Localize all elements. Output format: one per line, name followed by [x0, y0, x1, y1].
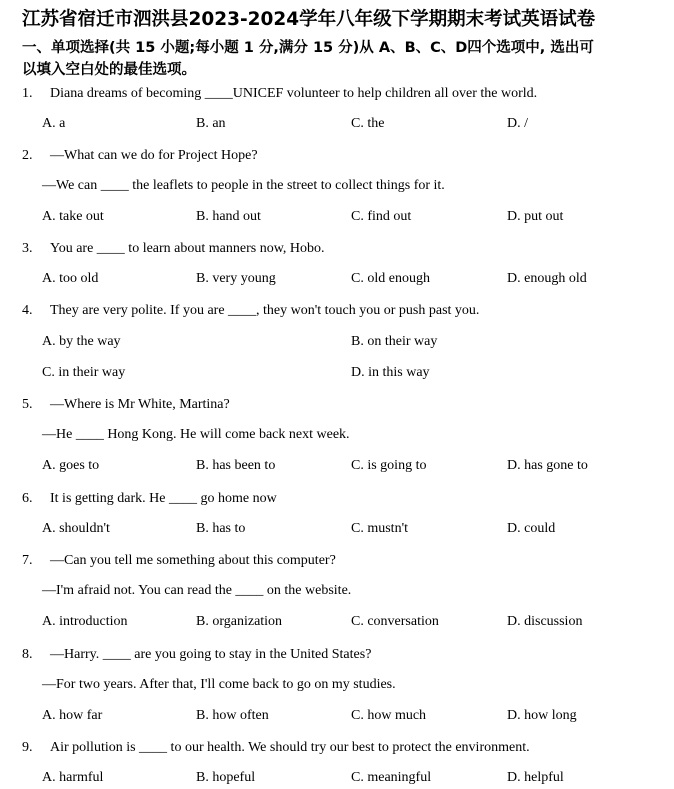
question-text: Diana dreams of becoming ____UNICEF volunteer to help children all over the world. — [50, 86, 538, 101]
question-text: —Can you tell me something about this computer? — [50, 553, 336, 568]
answer-option: C. in their way — [42, 365, 126, 380]
answer-option: D. has gone to — [507, 458, 588, 473]
question-text: —Harry. ____ are you going to stay in the United States? — [50, 647, 372, 662]
answer-option: A. introduction — [42, 614, 128, 629]
question-number: 6. — [22, 491, 33, 506]
answer-option: B. an — [196, 116, 226, 131]
question-number: 1. — [22, 86, 33, 101]
question-stem-continued: —He ____ Hong Kong. He will come back next week. — [42, 427, 350, 442]
answer-option: B. hopeful — [196, 770, 256, 785]
answer-option: C. how much — [351, 708, 427, 723]
question-stem — [22, 397, 230, 413]
question-stem-continued: —For two years. After that, I'll come back to go on my studies. — [42, 677, 396, 692]
answer-option: B. has been to — [196, 458, 276, 473]
answer-option: C. is going to — [351, 458, 427, 473]
answer-option: B. very young — [196, 271, 276, 286]
question-number: 7. — [22, 553, 33, 568]
answer-option: D. helpful — [507, 770, 564, 785]
answer-option: C. mustn't — [351, 521, 408, 536]
question-text: —What can we do for Project Hope? — [50, 148, 258, 163]
answer-option: C. the — [351, 116, 385, 131]
answer-option: A. harmful — [42, 770, 104, 785]
answer-option: D. could — [507, 521, 556, 536]
answer-option: B. organization — [196, 614, 283, 629]
question-stem — [22, 241, 325, 257]
answer-option: A. goes to — [42, 458, 100, 473]
answer-option: C. old enough — [351, 271, 430, 286]
answer-option: B. hand out — [196, 209, 261, 224]
question-number: 4. — [22, 303, 33, 318]
question-number: 2. — [22, 148, 33, 163]
question-number: 3. — [22, 241, 33, 256]
answer-option: D. discussion — [507, 614, 583, 629]
section-line-2: 以填入空白处的最佳选项。 — [22, 62, 196, 78]
answer-option: A. shouldn't — [42, 521, 110, 536]
question-stem-continued: —I'm afraid not. You can read the ____ on the website. — [42, 583, 352, 598]
question-text: Air pollution is ____ to our health. We should try our best to protect the environment. — [50, 740, 530, 755]
answer-option: C. find out — [351, 209, 412, 224]
answer-option: C. conversation — [351, 614, 439, 629]
answer-option: D. in this way — [351, 365, 430, 380]
answer-option: A. take out — [42, 209, 104, 224]
question-stem — [22, 491, 277, 507]
question-number: 9. — [22, 740, 33, 755]
question-text: —Where is Mr White, Martina? — [50, 397, 230, 412]
question-stem-continued: —We can ____ the leaflets to people in the street to collect things for it. — [42, 178, 445, 193]
question-number: 8. — [22, 647, 33, 662]
answer-option: D. put out — [507, 209, 564, 224]
answer-option: C. meaningful — [351, 770, 432, 785]
question-stem — [22, 647, 371, 663]
question-stem — [22, 553, 336, 569]
section-line-1: 一、单项选择(共 15 小题;每小题 1 分,满分 15 分)从 A、B、C、D四个选项中, 选出可 — [22, 40, 594, 56]
question-stem — [22, 303, 479, 319]
answer-option: B. how often — [196, 708, 269, 723]
question-text: It is getting dark. He ____ go home now — [50, 491, 277, 506]
question-text: You are ____ to learn about manners now, Hobo. — [50, 241, 325, 256]
question-stem — [22, 740, 530, 756]
question-number: 5. — [22, 397, 33, 412]
answer-option: B. on their way — [351, 334, 438, 349]
answer-option: A. too old — [42, 271, 99, 286]
page-title: 江苏省宿迁市泗洪县2023-2024学年八年级下学期期末考试英语试卷 — [22, 9, 596, 30]
answer-option: A. by the way — [42, 334, 121, 349]
question-stem — [22, 86, 537, 102]
answer-option: A. a — [42, 116, 66, 131]
answer-option: D. / — [507, 116, 528, 131]
answer-option: D. how long — [507, 708, 577, 723]
answer-option: A. how far — [42, 708, 103, 723]
answer-option: B. has to — [196, 521, 246, 536]
question-text: They are very polite. If you are ____, they won't touch you or push past you. — [50, 303, 480, 318]
answer-option: D. enough old — [507, 271, 587, 286]
question-stem — [22, 148, 258, 164]
section-instructions — [22, 37, 672, 81]
